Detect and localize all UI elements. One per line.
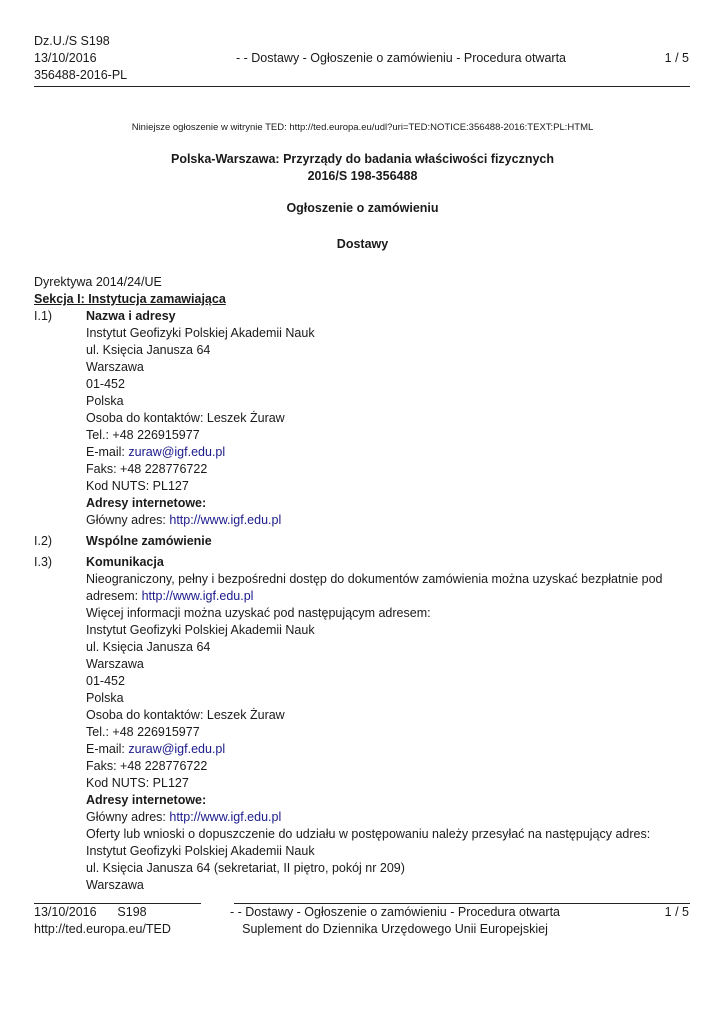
access-label: adresem: (86, 589, 142, 603)
org-email-row (86, 444, 694, 461)
info-org-street: ul. Księcia Janusza 64 (86, 640, 211, 654)
info-email-link[interactable]: zuraw@igf.edu.pl (128, 742, 226, 756)
org-street: ul. Księcia Janusza 64 (86, 343, 211, 357)
info-org-country: Polska (86, 691, 124, 705)
header-notice-id: 356488-2016-PL (34, 68, 128, 82)
title-line-2: 2016/S 198-356488 (307, 169, 418, 183)
org-nuts: Kod NUTS: PL127 (86, 479, 189, 493)
more-info-text: Więcej informacji można uzyskać pod następującym adresem: (86, 606, 431, 620)
footer-date: 13/10/2016 (34, 905, 97, 919)
info-org-fax: Faks: +48 228776722 (86, 759, 208, 773)
section-i2-number: I.2) (34, 534, 53, 548)
main-address-row (86, 512, 694, 529)
footer-url: http://ted.europa.eu/TED (34, 922, 171, 936)
email-label: E-mail: (86, 445, 129, 459)
info-email-label: E-mail: (86, 742, 129, 756)
section-i3-heading: Komunikacja (86, 555, 164, 569)
info-main-address-label: Główny adres: (86, 810, 170, 824)
org-contact: Osoba do kontaktów: Leszek Żuraw (86, 411, 285, 425)
section-i1-number: I.1) (34, 309, 53, 323)
org-country: Polska (86, 394, 124, 408)
header-publication: Dz.U./S S198 (34, 34, 110, 48)
header-reference (34, 33, 127, 84)
main-address-link[interactable]: http://www.igf.edu.pl (169, 513, 282, 527)
contract-type: Dostawy (336, 237, 389, 251)
submit-info-text: Oferty lub wnioski o dopuszczenie do udziału w postępowaniu należy przesyłać na następujący adres: (86, 827, 651, 841)
document-body (34, 274, 694, 894)
footer-title-line-2: Suplement do Dziennika Urzędowego Unii Europejskiej (242, 922, 548, 936)
directive: Dyrektywa 2014/24/UE (34, 275, 162, 289)
footer-title (200, 904, 590, 938)
org-postcode: 01-452 (86, 377, 125, 391)
org-city: Warszawa (86, 360, 144, 374)
info-main-address-link[interactable]: http://www.igf.edu.pl (169, 810, 282, 824)
email-link[interactable]: zuraw@igf.edu.pl (128, 445, 226, 459)
document-title (0, 151, 725, 185)
footer-title-line-1: - - Dostawy - Ogłoszenie o zamówieniu - Procedura otwarta (230, 905, 560, 919)
submit-org-name: Instytut Geofizyki Polskiej Akademii Nauk (86, 844, 315, 858)
section-i1 (34, 308, 694, 529)
notice-type: Ogłoszenie o zamówieniu (286, 201, 439, 215)
header-divider (34, 86, 690, 87)
access-url-link[interactable]: http://www.igf.edu.pl (141, 589, 254, 603)
org-fax: Faks: +48 228776722 (86, 462, 208, 476)
section-1-heading: Sekcja I: Instytucja zamawiająca (34, 292, 226, 306)
org-name: Instytut Geofizyki Polskiej Akademii Nauk (86, 326, 315, 340)
access-text-line-1: Nieograniczony, pełny i bezpośredni dostęp do dokumentów zamówienia można uzyskać bezpłatnie pod (86, 572, 663, 586)
main-address-label: Główny adres: (86, 513, 170, 527)
submit-org-city: Warszawa (86, 878, 144, 892)
info-org-tel: Tel.: +48 226915977 (86, 725, 200, 739)
section-i3-number: I.3) (34, 555, 53, 569)
header-title: - - Dostawy - Ogłoszenie o zamówieniu - Procedura otwarta (236, 51, 566, 65)
org-tel: Tel.: +48 226915977 (86, 428, 200, 442)
info-org-contact: Osoba do kontaktów: Leszek Żuraw (86, 708, 285, 722)
section-i2-heading: Wspólne zamówienie (86, 534, 212, 548)
info-org-nuts: Kod NUTS: PL127 (86, 776, 189, 790)
access-text-line-2 (86, 588, 694, 605)
footer-reference (34, 904, 171, 938)
info-main-address-row (86, 809, 694, 826)
info-org-name: Instytut Geofizyki Polskiej Akademii Nauk (86, 623, 315, 637)
info-internet-heading: Adresy internetowe: (86, 793, 207, 807)
header-page-number: 1 / 5 (664, 51, 689, 65)
submit-org-street: ul. Księcia Janusza 64 (sekretariat, II piętro, pokój nr 209) (86, 861, 405, 875)
title-line-1: Polska-Warszawa: Przyrządy do badania właściwości fizycznych (170, 152, 554, 166)
footer-series: S198 (117, 905, 147, 919)
section-i1-heading: Nazwa i adresy (86, 309, 176, 323)
section-i2 (34, 533, 694, 550)
info-org-city: Warszawa (86, 657, 144, 671)
internet-addresses-heading: Adresy internetowe: (86, 496, 207, 510)
info-org-postcode: 01-452 (86, 674, 125, 688)
ted-notice-line: Niniejsze ogłoszenie w witrynie TED: http://ted.europa.eu/udl?uri=TED:NOTICE:356488-2016:TEXT:PL:HTML (131, 122, 594, 133)
header-date: 13/10/2016 (34, 51, 97, 65)
footer-date-series (34, 904, 171, 921)
section-i3 (34, 554, 694, 894)
footer-page-number: 1 / 5 (664, 905, 689, 919)
info-org-email-row (86, 741, 694, 758)
